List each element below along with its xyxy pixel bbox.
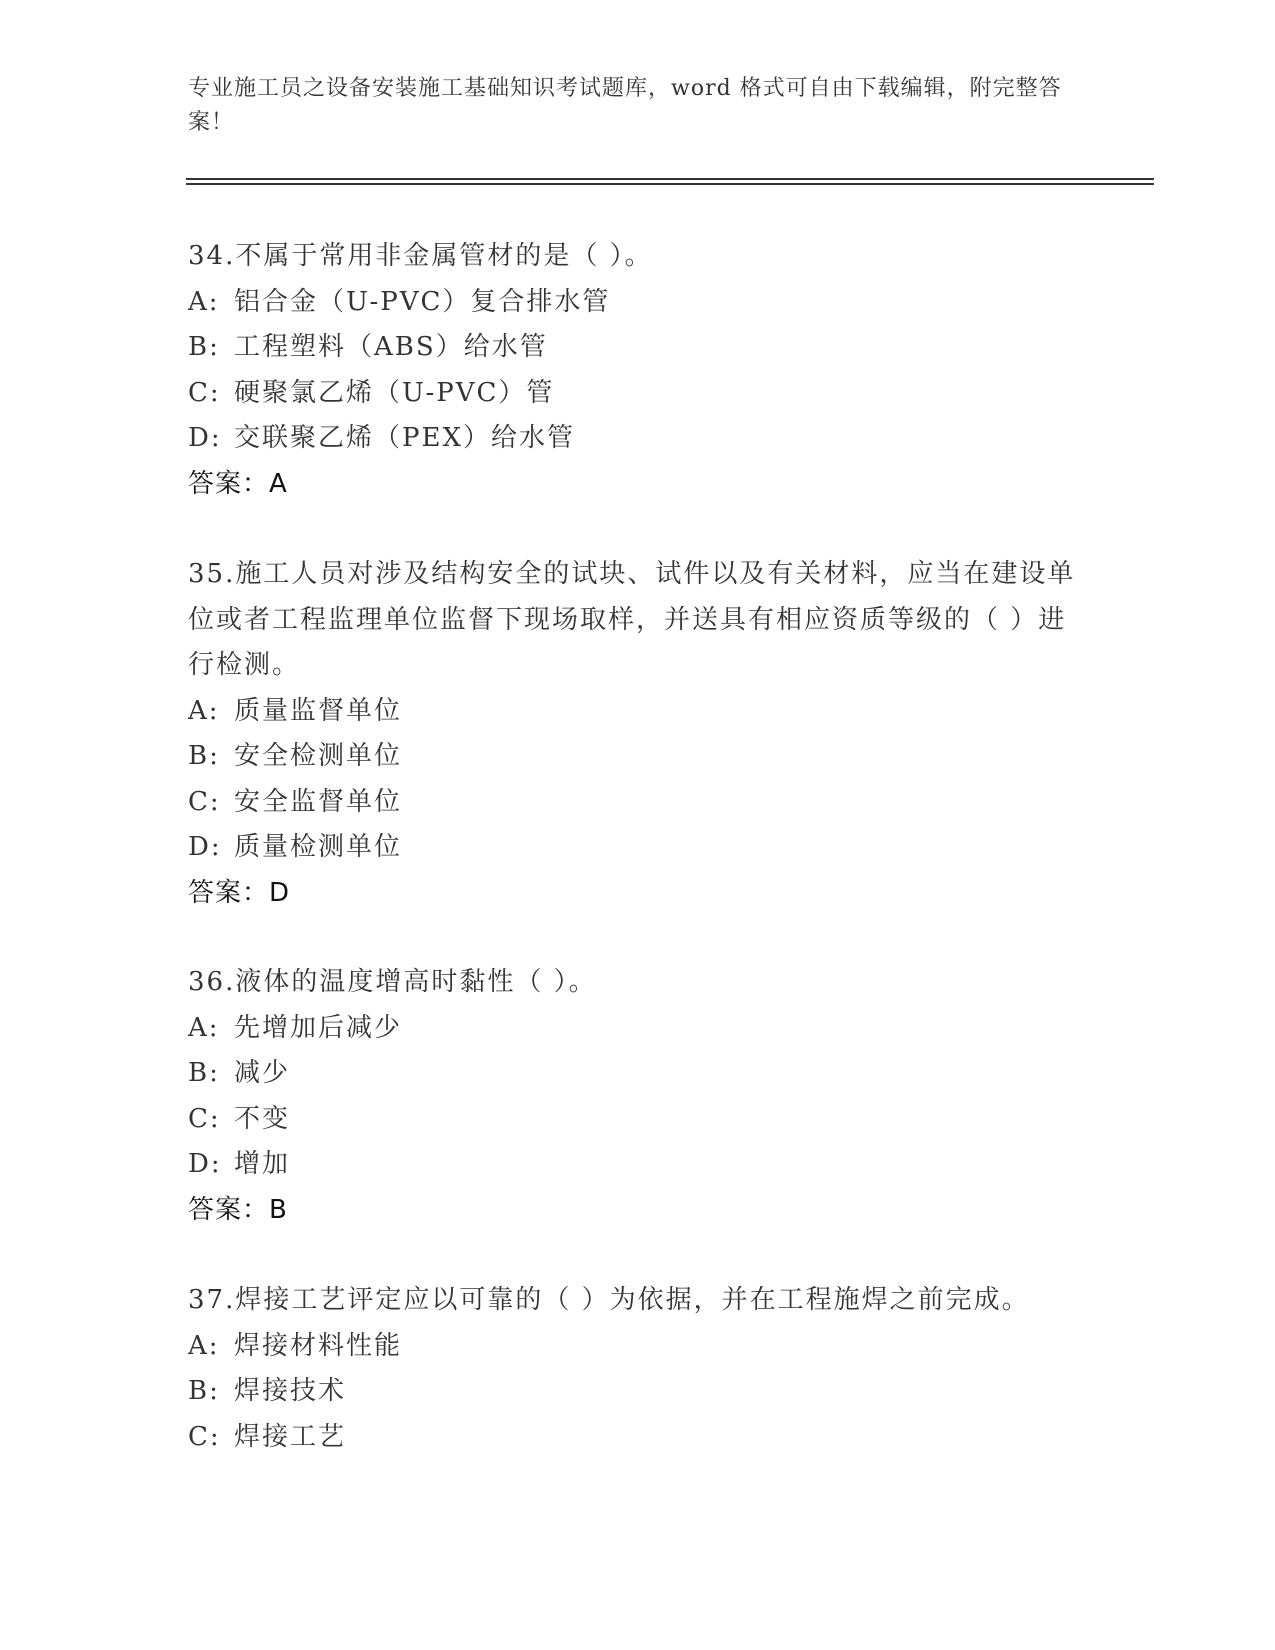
option-d xyxy=(188,825,1088,871)
option-d xyxy=(188,1142,1088,1188)
option-letter: A: xyxy=(188,695,220,726)
answer-line: 答案：B xyxy=(188,1194,288,1225)
question-37 xyxy=(188,1278,1088,1460)
header-divider-bottom xyxy=(186,183,1154,185)
option-b xyxy=(188,325,1088,371)
option-letter: B: xyxy=(188,1376,220,1406)
option-text: 先增加后减少 xyxy=(234,1012,403,1043)
option-c xyxy=(188,780,1088,826)
option-letter: B: xyxy=(188,332,220,362)
option-b xyxy=(188,1051,1088,1097)
option-text: 增加 xyxy=(234,1149,291,1179)
option-c xyxy=(188,371,1088,417)
option-letter: D: xyxy=(188,423,222,453)
option-letter: D: xyxy=(188,832,222,862)
option-text: 焊接材料性能 xyxy=(234,1330,403,1361)
option-text: 质量检测单位 xyxy=(234,832,403,862)
option-letter: B: xyxy=(188,1058,220,1088)
option-letter: A: xyxy=(188,1330,220,1361)
option-text: 硬聚氯乙烯（U-PVC）管 xyxy=(234,377,555,408)
document-header: 专业施工员之设备安装施工基础知识考试题库，word 格式可自由下载编辑，附完整答案！ xyxy=(188,76,1062,135)
option-c xyxy=(188,1415,1088,1461)
option-a xyxy=(188,280,1088,326)
option-letter: C: xyxy=(188,786,221,817)
option-text: 减少 xyxy=(234,1058,291,1088)
question-34 xyxy=(188,234,1088,507)
header-divider-top xyxy=(186,178,1154,180)
option-letter: C: xyxy=(188,377,221,408)
option-letter: B: xyxy=(188,741,220,771)
question-stem: 35.施工人员对涉及结构安全的试块、试件以及有关材料，应当在建设单位或者工程监理单位监督下现场取样，并送具有相应资质等级的（ ）进行检测。 xyxy=(188,559,1076,680)
option-text: 焊接技术 xyxy=(234,1376,347,1406)
option-text: 安全监督单位 xyxy=(234,786,403,817)
answer-line: 答案：D xyxy=(188,877,291,908)
answer-line: 答案：A xyxy=(188,468,288,499)
question-stem: 34.不属于常用非金属管材的是（ ）。 xyxy=(188,241,653,271)
option-letter: D: xyxy=(188,1149,222,1179)
option-b xyxy=(188,734,1088,780)
option-text: 工程塑料（ABS）给水管 xyxy=(234,332,548,362)
option-text: 焊接工艺 xyxy=(234,1421,347,1452)
option-letter: A: xyxy=(188,1012,220,1043)
option-a xyxy=(188,1324,1088,1370)
option-letter: A: xyxy=(188,286,220,317)
option-letter: C: xyxy=(188,1103,221,1134)
question-36 xyxy=(188,960,1088,1233)
option-text: 交联聚乙烯（PEX）给水管 xyxy=(234,423,575,453)
option-letter: C: xyxy=(188,1421,221,1452)
option-text: 质量监督单位 xyxy=(234,695,403,726)
option-text: 安全检测单位 xyxy=(234,741,403,771)
question-stem: 37.焊接工艺评定应以可靠的（ ）为依据，并在工程施焊之前完成。 xyxy=(188,1285,1030,1315)
question-stem: 36.液体的温度增高时黏性（ ）。 xyxy=(188,967,597,997)
question-35 xyxy=(188,552,1088,916)
option-a xyxy=(188,689,1088,735)
option-d xyxy=(188,416,1088,462)
option-text: 铝合金（U-PVC）复合排水管 xyxy=(234,286,611,317)
option-c xyxy=(188,1097,1088,1143)
option-text: 不变 xyxy=(234,1103,291,1134)
option-b xyxy=(188,1369,1088,1415)
option-a xyxy=(188,1006,1088,1052)
